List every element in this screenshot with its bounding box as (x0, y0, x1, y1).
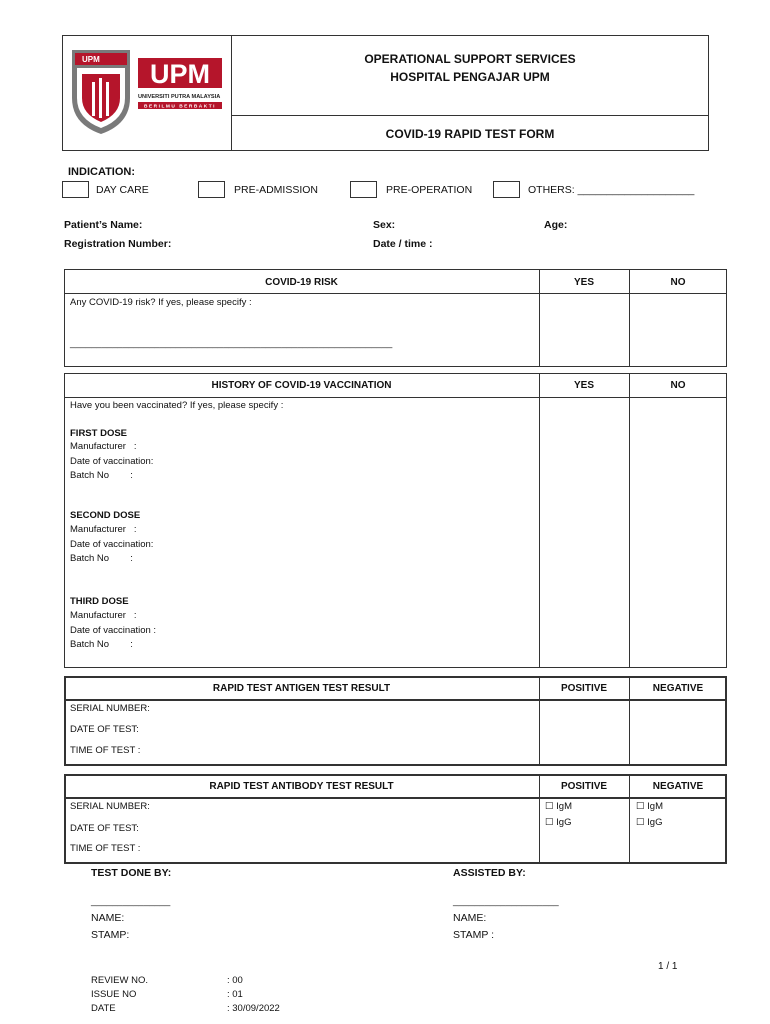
antigen-serial: SERIAL NUMBER: (70, 703, 150, 714)
review-no-value: : 00 (227, 975, 243, 986)
assisted-by-label: ASSISTED BY: (453, 867, 526, 879)
issue-no-value: : 01 (227, 989, 243, 1000)
issue-no-label: ISSUE NO (91, 989, 137, 1000)
logo-motto: BERILMU BERBAKTI (144, 104, 216, 110)
vacc-no-header: NO (670, 380, 686, 391)
antigen-date: DATE OF TEST: (70, 724, 139, 735)
indication-label: INDICATION: (68, 166, 136, 178)
header-rule (231, 115, 709, 116)
first-dose-batch: Batch No : (70, 470, 133, 481)
risk-header: COVID-19 RISK (265, 277, 338, 288)
risk-no-header: NO (670, 277, 686, 288)
third-dose-manufacturer: Manufacturer : (70, 610, 137, 621)
antigen-header: RAPID TEST ANTIGEN TEST RESULT (212, 683, 391, 694)
review-no-label: REVIEW NO. (91, 975, 149, 986)
risk-specify-line[interactable]: _____________________________________________________________ (70, 338, 393, 349)
preoperation-label: PRE-OPERATION (386, 184, 473, 196)
datetime-label: Date / time : (373, 238, 433, 250)
antigen-header-rule (64, 699, 727, 701)
age-label: Age: (544, 219, 568, 231)
negative-igm-checkbox[interactable]: ☐ IgM (636, 801, 663, 812)
header-title-line2: HOSPITAL PENGAJAR UPM (390, 70, 550, 84)
daycare-label: DAY CARE (96, 184, 149, 196)
date-label: DATE (91, 1003, 116, 1014)
antibody-header: RAPID TEST ANTIBODY TEST RESULT (209, 781, 394, 792)
antibody-header-rule (64, 797, 727, 799)
third-dose-date: Date of vaccination : (70, 625, 157, 636)
positive-igm-checkbox[interactable]: ☐ IgM (545, 801, 572, 812)
antibody-negative-header: NEGATIVE (652, 781, 704, 792)
vacc-header-rule (64, 397, 727, 398)
page-number: 1 / 1 (658, 961, 678, 972)
antigen-positive-header: POSITIVE (560, 683, 608, 694)
risk-yes-header: YES (573, 277, 594, 288)
assisted-by-signature-line[interactable]: ____________________ (453, 896, 559, 907)
others-label: OTHERS: ____________________ (528, 184, 695, 196)
second-dose-title: SECOND DOSE (70, 510, 141, 521)
vaccination-table (64, 373, 727, 668)
negative-igg-checkbox[interactable]: ☐ IgG (636, 817, 663, 828)
second-dose-batch: Batch No : (70, 553, 133, 564)
vacc-question: Have you been vaccinated? If yes, please specify : (70, 400, 284, 411)
header-title-line1: OPERATIONAL SUPPORT SERVICES (364, 52, 576, 66)
antibody-serial: SERIAL NUMBER: (70, 801, 150, 812)
antibody-date: DATE OF TEST: (70, 823, 139, 834)
second-dose-manufacturer: Manufacturer : (70, 524, 137, 535)
preadmission-checkbox[interactable] (198, 181, 225, 198)
upm-logo (68, 48, 228, 138)
third-dose-batch: Batch No : (70, 639, 133, 650)
risk-question: Any COVID-19 risk? If yes, please specify : (70, 297, 252, 308)
patient-name-label: Patient’s Name: (64, 219, 143, 231)
done-by-signature-line[interactable]: _______________ (91, 896, 171, 907)
vacc-col1 (539, 373, 540, 668)
done-by-stamp-label: STAMP: (91, 929, 130, 941)
logo-subtitle: UNIVERSITI PUTRA MALAYSIA (138, 94, 221, 100)
daycare-checkbox[interactable] (62, 181, 89, 198)
assisted-by-name-label: NAME: (453, 912, 487, 924)
preadmission-label: PRE-ADMISSION (234, 184, 319, 196)
logo-wordmark: UPM (150, 59, 210, 89)
second-dose-date: Date of vaccination: (70, 539, 154, 550)
registration-label: Registration Number: (64, 238, 172, 250)
sex-label: Sex: (373, 219, 396, 231)
vacc-header: HISTORY OF COVID-19 VACCINATION (211, 380, 392, 391)
antibody-time: TIME OF TEST : (70, 843, 141, 854)
antigen-negative-header: NEGATIVE (652, 683, 704, 694)
first-dose-title: FIRST DOSE (70, 428, 128, 439)
third-dose-title: THIRD DOSE (70, 596, 129, 607)
vacc-col2 (629, 373, 630, 668)
done-by-name-label: NAME: (91, 912, 125, 924)
risk-header-rule (64, 293, 727, 294)
date-value: : 30/09/2022 (227, 1003, 280, 1014)
others-checkbox[interactable] (493, 181, 520, 198)
assisted-by-stamp-label: STAMP : (453, 929, 495, 941)
logo-shield-text: UPM (82, 55, 100, 64)
first-dose-date: Date of vaccination: (70, 456, 154, 467)
form-title: COVID-19 RAPID TEST FORM (385, 127, 555, 141)
preoperation-checkbox[interactable] (350, 181, 377, 198)
antigen-time: TIME OF TEST : (70, 745, 141, 756)
vacc-yes-header: YES (573, 380, 594, 391)
first-dose-manufacturer: Manufacturer : (70, 441, 137, 452)
antibody-positive-header: POSITIVE (560, 781, 608, 792)
test-done-by-label: TEST DONE BY: (91, 867, 172, 879)
positive-igg-checkbox[interactable]: ☐ IgG (545, 817, 572, 828)
